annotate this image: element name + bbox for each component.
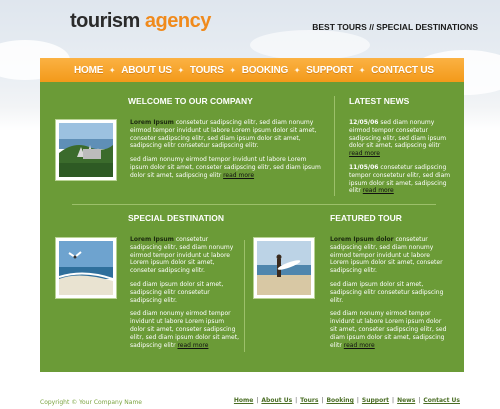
- news-item: [349, 164, 452, 195]
- section-divider: [72, 204, 436, 205]
- special-lead: Lorem Ipsum: [130, 236, 174, 243]
- news-text: consetetur sadipscing tempor consetetur elitr, sed diam ipsum dolor sit amet, sadipscing elitr: [349, 163, 451, 195]
- featured-paragraph-3: sed diam nonumy eirmod tempor invidunt ut labore Lorem ipsum dolor sit amet, conseter sadipscing elitr, sed diam ipsum dolor sit amet, sadipscing elitr: [330, 310, 447, 349]
- special-paragraph-1: consetetur sadipscing elitr, sed diam nonumy eirmod tempor invidunt ut labore Lorem ipsum dolor sit amet, conseter sadipscing elitr.: [130, 236, 234, 275]
- footer-link-booking[interactable]: Booking: [326, 397, 354, 404]
- featured-lead: Lorem Ipsum dolor: [330, 236, 394, 243]
- diamond-bullet-icon: ✦: [229, 65, 237, 75]
- news-item: [349, 119, 452, 158]
- footer-link-about-us[interactable]: About Us: [261, 397, 293, 404]
- nav-contact-us[interactable]: CONTACT US: [371, 64, 434, 76]
- logo-word-tourism: tourism: [70, 10, 140, 32]
- footer-separator: |: [392, 397, 395, 404]
- footer-navigation: [234, 397, 460, 404]
- news-date: 12/05/06: [349, 119, 379, 126]
- nav-booking[interactable]: BOOKING: [241, 64, 289, 76]
- nav-support[interactable]: SUPPORT: [306, 64, 354, 76]
- welcome-heading: WELCOME TO OUR COMPANY: [128, 96, 253, 106]
- diamond-bullet-icon: ✦: [108, 65, 116, 75]
- footer-link-contact-us[interactable]: Contact Us: [423, 397, 460, 404]
- featured-paragraph-1: consetetur sadipscing elitr, sed diam nonumy eirmod tempor invidunt ut labore Lorem ipsum dolor sit amet, conseter sadipscing elitr.: [330, 236, 443, 275]
- special-paragraph-3: sed diam nonumy eirmod tempor invidunt ut labore Lorem ipsum dolor sit amet, conseter sadipscing elitr, sed diam ipsum dolor sit amet, sadipscing elitr: [130, 310, 239, 349]
- header-tagline: BEST TOURS // SPECIAL DESTINATIONS: [312, 22, 478, 32]
- welcome-paragraph-2: sed diam nonumy eirmod tempor invidunt ut labore Lorem ipsum dolor sit amet, conseter sadipscing elitr, sed diam ipsum dolor sit amet, sadipscing elitr: [130, 156, 321, 179]
- featured-read-more-link[interactable]: read more: [343, 341, 375, 349]
- featured-tour-heading: FEATURED TOUR: [330, 213, 402, 223]
- special-read-more-link[interactable]: read more: [177, 341, 209, 349]
- nav-tours[interactable]: TOURS: [189, 64, 224, 76]
- footer-copyright: Copyright © Your Company Name: [40, 399, 142, 406]
- welcome-lead: Lorem Ipsum: [130, 119, 174, 126]
- welcome-text: [130, 119, 325, 186]
- footer-separator: |: [418, 397, 421, 404]
- nav-home[interactable]: HOME: [74, 64, 104, 76]
- footer-link-tours[interactable]: Tours: [300, 397, 319, 404]
- column-divider: [334, 96, 335, 196]
- site-logo[interactable]: [70, 10, 211, 33]
- welcome-read-more-link[interactable]: read more: [223, 171, 255, 179]
- main-navigation: [40, 58, 464, 82]
- logo-word-agency: agency: [144, 10, 211, 32]
- column-divider: [244, 240, 245, 352]
- content-panel: [40, 82, 464, 372]
- featured-tour-text: [330, 236, 450, 355]
- surfer-beach-image: [257, 241, 311, 295]
- welcome-paragraph-1: consetetur sadipscing elitr, sed diam nonumy eirmod tempor invidunt ut labore Lorem ipsum dolor sit amet, conseter sadipscing elitr, sed diam ipsum dolor sit amet, sadipscing elitr consetetur sadipscing elitr.: [130, 119, 317, 150]
- special-destination-text: [130, 236, 240, 355]
- footer-separator: |: [295, 397, 298, 404]
- beach-seagull-image: [59, 241, 113, 295]
- latest-news-list: [349, 119, 452, 201]
- news-text: sed diam nonumy eirmod tempor consetetur sadipscing elitr, sed diam ipsum dolor sit amet, sadipscing elitr: [349, 119, 447, 150]
- coastal-city-image: [59, 123, 113, 177]
- welcome-photo: [56, 120, 116, 180]
- diamond-bullet-icon: ✦: [293, 65, 301, 75]
- special-destination-photo: [56, 238, 116, 298]
- footer-separator: |: [321, 397, 324, 404]
- special-paragraph-2: sed diam ipsum dolor sit amet, sadipscing elitr consetetur sadipscing elitr.: [130, 280, 224, 304]
- special-destination-heading: SPECIAL DESTINATION: [128, 213, 225, 223]
- news-read-more-link[interactable]: read more: [349, 150, 380, 158]
- footer-separator: |: [356, 397, 359, 404]
- featured-tour-photo: [254, 238, 314, 298]
- footer-separator: |: [256, 397, 259, 404]
- latest-news-heading: LATEST NEWS: [349, 96, 410, 106]
- footer-link-home[interactable]: Home: [233, 397, 254, 404]
- footer-link-news[interactable]: News: [397, 397, 416, 404]
- nav-about-us[interactable]: ABOUT US: [121, 64, 172, 76]
- footer-link-support[interactable]: Support: [361, 397, 390, 404]
- diamond-bullet-icon: ✦: [177, 65, 185, 75]
- featured-paragraph-2: sed diam ipsum dolor sit amet, sadipscing elitr consetetur sadipscing elitr.: [330, 280, 444, 304]
- news-read-more-link[interactable]: read more: [362, 187, 394, 195]
- news-date: 11/05/06: [349, 163, 379, 171]
- diamond-bullet-icon: ✦: [358, 65, 366, 75]
